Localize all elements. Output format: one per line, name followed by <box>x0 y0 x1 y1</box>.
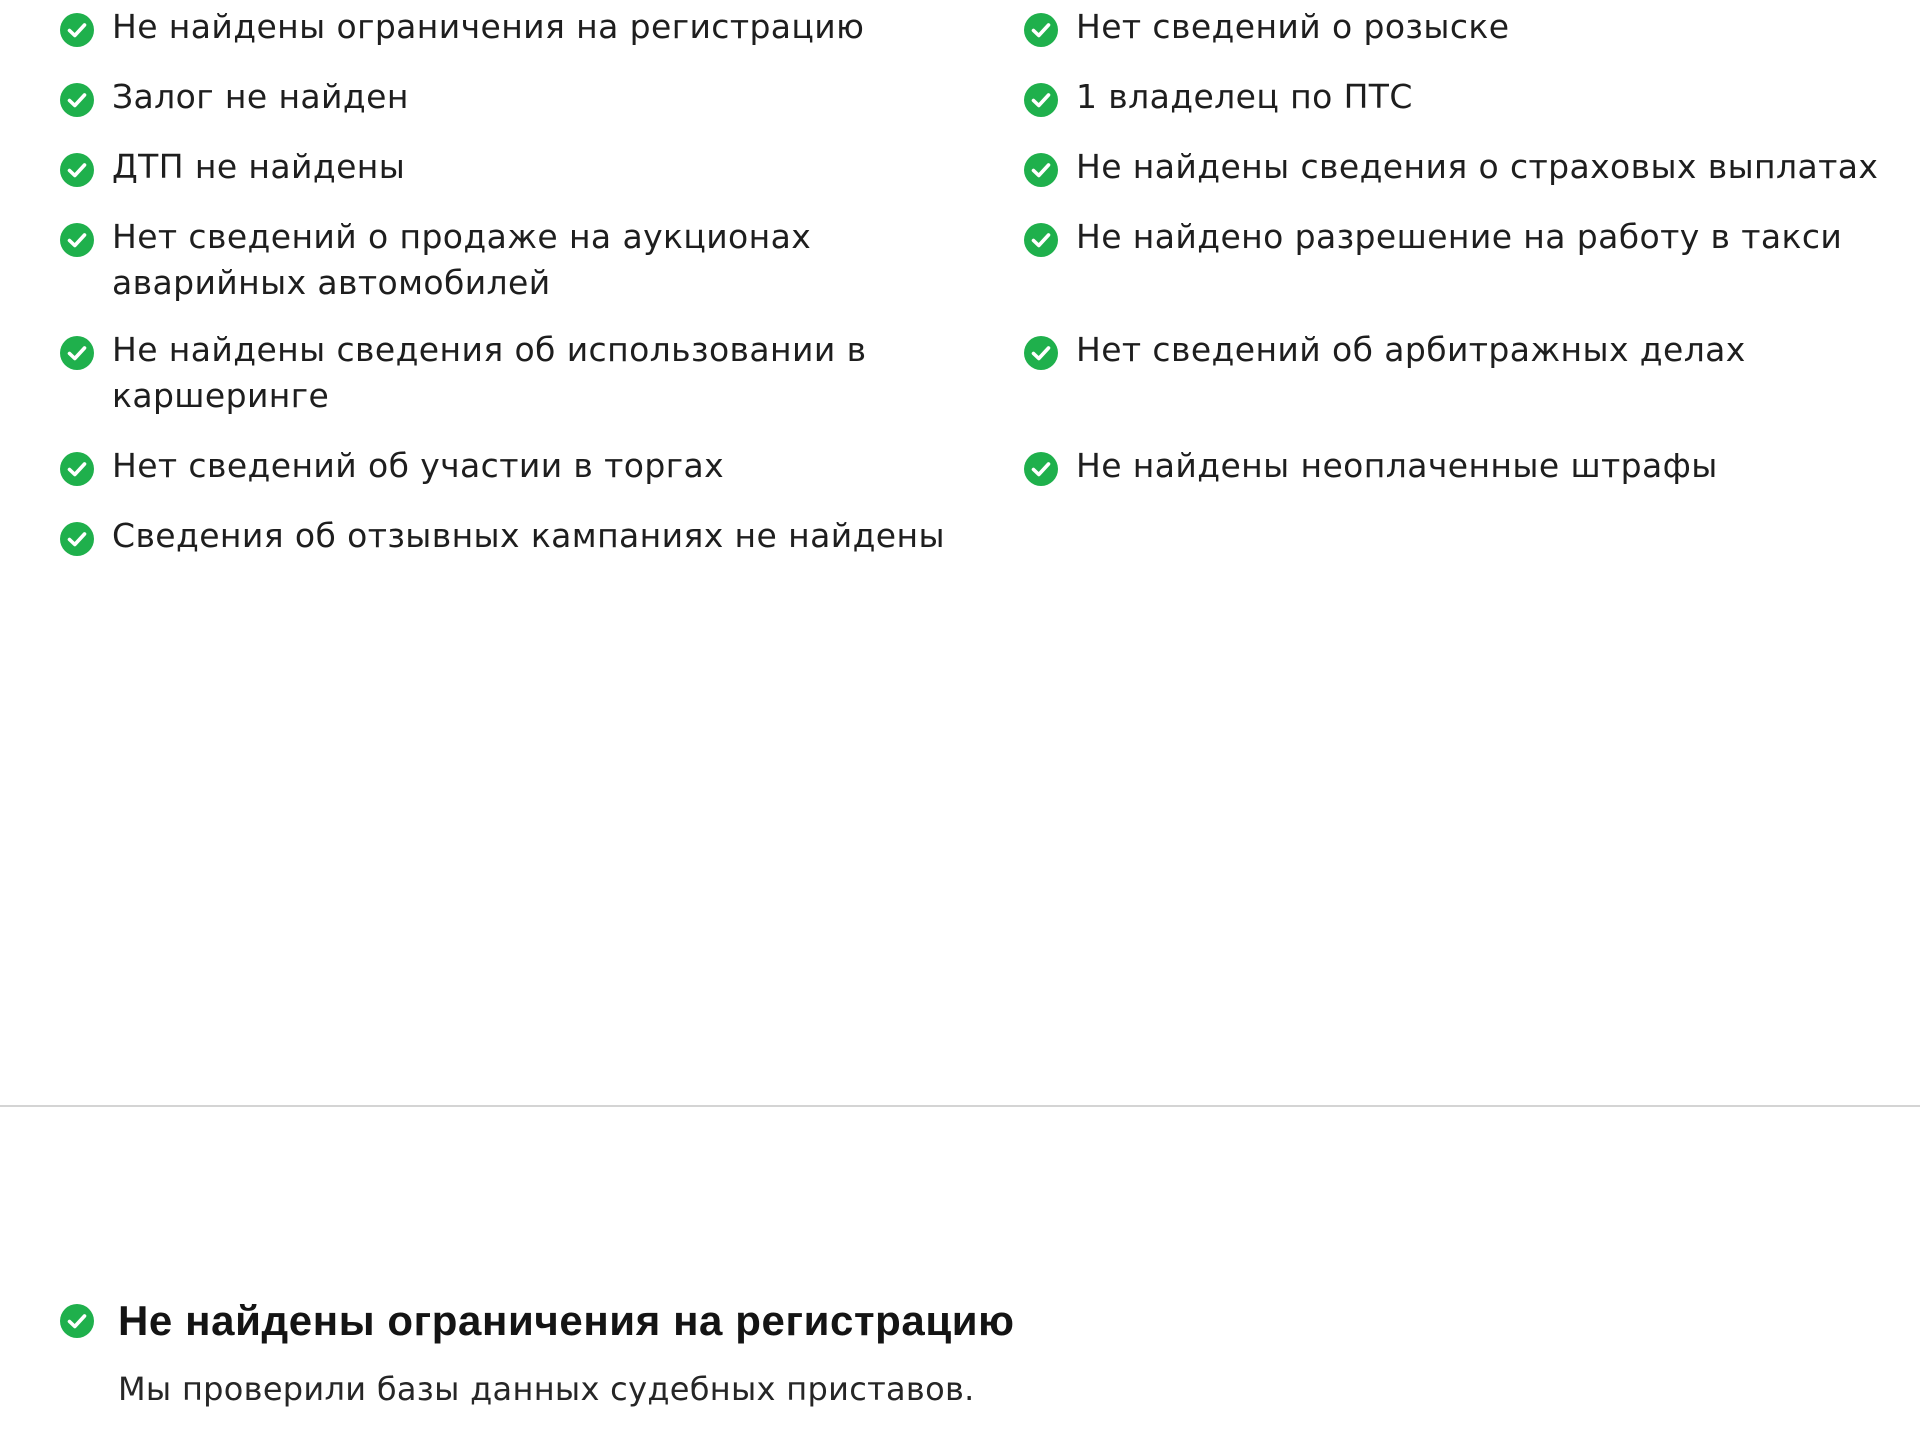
check-circle-icon <box>60 1304 94 1338</box>
check-item-accidents <box>60 144 980 190</box>
check-item-registration-restrictions <box>60 4 980 50</box>
check-circle-icon <box>60 153 94 187</box>
check-circle-icon <box>1024 83 1058 117</box>
section-header <box>60 1293 1840 1349</box>
check-circle-icon <box>60 452 94 486</box>
check-label: Нет сведений о розыске <box>1076 7 1510 46</box>
check-label: Нет сведений об участии в торгах <box>112 446 725 485</box>
registration-restrictions-section <box>60 1293 1840 1411</box>
check-circle-icon <box>1024 13 1058 47</box>
check-item-carsharing <box>60 327 980 419</box>
check-label: ДТП не найдены <box>112 147 406 186</box>
check-item-fines <box>1024 443 1904 489</box>
section-description: Мы проверили базы данных судебных приставов. <box>118 1370 975 1408</box>
check-label: Нет сведений о продаже на аукционах аварийных автомобилей <box>112 217 812 302</box>
check-circle-icon <box>1024 452 1058 486</box>
check-item-auctions <box>60 214 980 306</box>
check-label: Не найдены неоплаченные штрафы <box>1076 446 1718 485</box>
section-divider <box>0 1105 1920 1107</box>
check-item-owners <box>1024 74 1904 120</box>
check-item-recall-campaigns <box>60 513 980 559</box>
check-label: Не найдены ограничения на регистрацию <box>112 7 865 46</box>
check-item-insurance-payments <box>1024 144 1904 190</box>
check-item-arbitration <box>1024 327 1904 373</box>
check-label: 1 владелец по ПТС <box>1076 77 1413 116</box>
check-label: Не найдены сведения о страховых выплатах <box>1076 147 1879 186</box>
check-label: Сведения об отзывных кампаниях не найдены <box>112 516 945 555</box>
check-label: Нет сведений об арбитражных делах <box>1076 330 1746 369</box>
check-circle-icon <box>1024 223 1058 257</box>
check-circle-icon <box>60 13 94 47</box>
check-item-pledge <box>60 74 980 120</box>
check-label: Не найдено разрешение на работу в такси <box>1076 217 1843 256</box>
check-circle-icon <box>1024 336 1058 370</box>
check-label: Залог не найден <box>112 77 409 116</box>
check-circle-icon <box>60 522 94 556</box>
check-circle-icon <box>60 83 94 117</box>
check-circle-icon <box>1024 153 1058 187</box>
section-title: Не найдены ограничения на регистрацию <box>118 1297 1015 1344</box>
check-item-taxi-permit <box>1024 214 1904 260</box>
check-label: Не найдены сведения об использовании в каршеринге <box>112 330 867 415</box>
check-circle-icon <box>60 223 94 257</box>
check-circle-icon <box>60 336 94 370</box>
check-item-wanted <box>1024 4 1904 50</box>
check-item-trades <box>60 443 980 489</box>
